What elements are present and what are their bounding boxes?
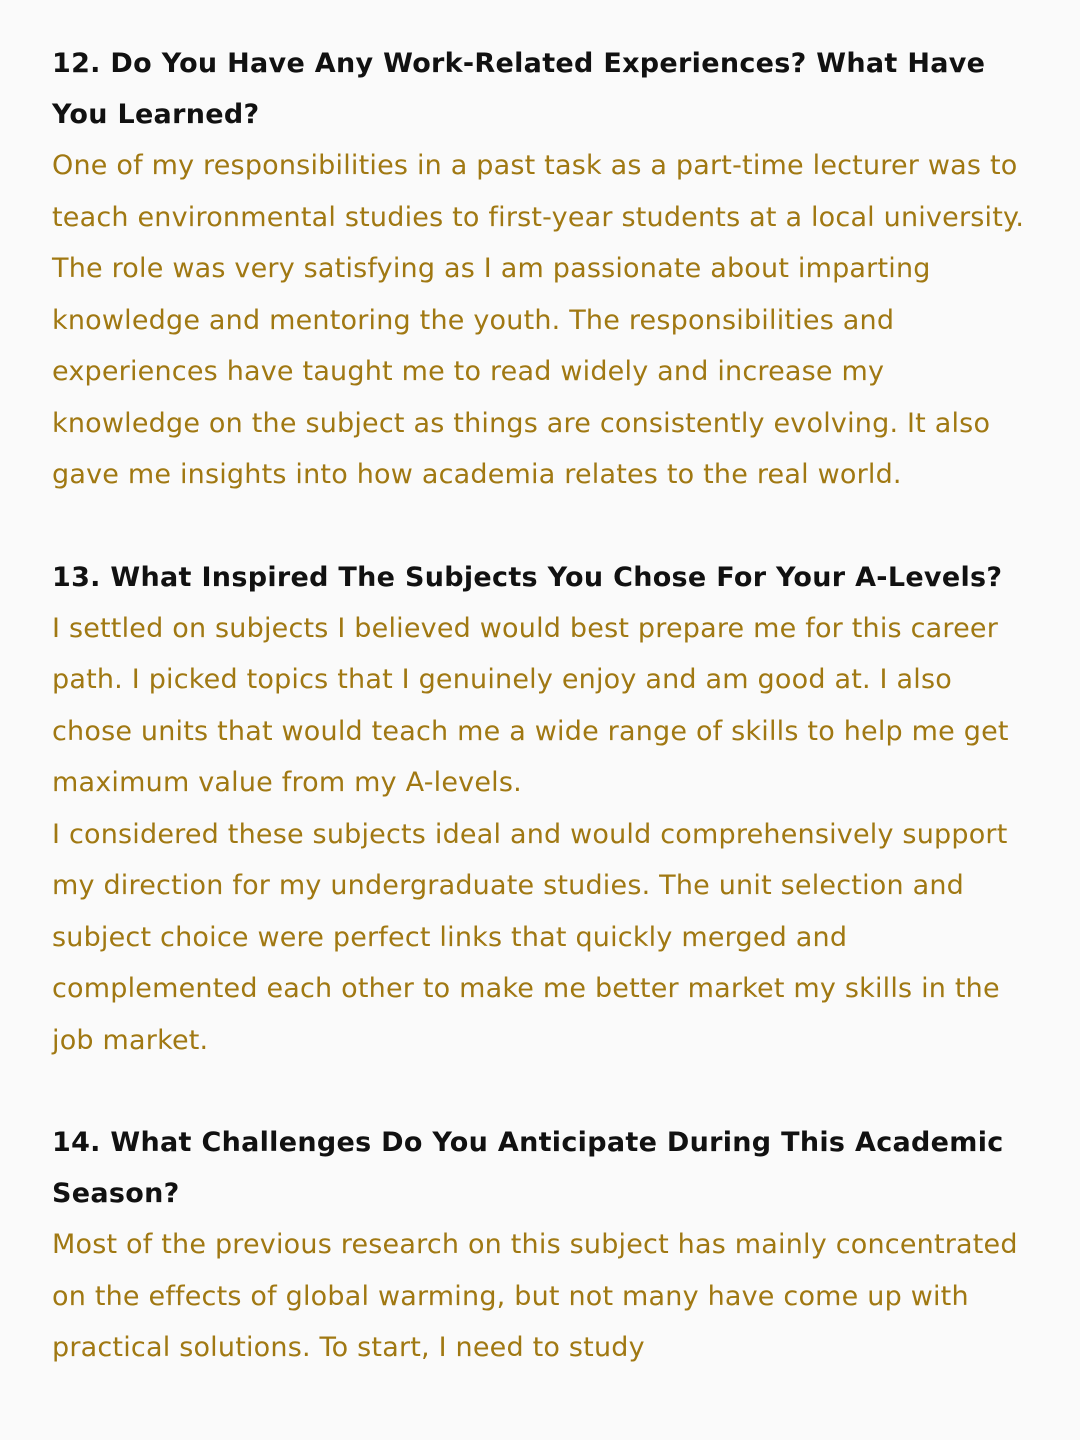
answer-paragraph: I considered these subjects ideal and would comprehensively support my direction for my undergraduate studies. The unit selection and subject choice were perfect links that quickly merged and complemented each other to make me better market my skills in the job market. [52, 818, 1008, 1056]
question-heading: 12. Do You Have Any Work-Related Experiences? What Have You Learned? [52, 48, 986, 130]
question-heading: 14. What Challenges Do You Anticipate During This Academic Season? [52, 1127, 1004, 1209]
answer-paragraph: One of my responsibilities in a past task as a part-time lecturer was to teach environmental studies to first-year students at a local university. The role was very satisfying as I am passionate about imparting knowledge and mentoring the youth. The responsibilities and experiences have taught me to read widely and increase my knowledge on the subject as things are consistently evolving. It also gave me insights into how academia relates to the real world. [52, 150, 1025, 490]
answer-paragraph: I settled on subjects I believed would best prepare me for this career path. I picked topics that I genuinely enjoy and am good at. I also chose units that would teach me a wide range of skills to help me get maximum value from my A-levels. [52, 612, 1009, 798]
faq-section-12 [52, 38, 1028, 501]
answer-paragraph: Most of the previous research on this subject has mainly concentrated on the effects of global warming, but not many have come up with practical solutions. To start, I need to study [52, 1229, 1018, 1363]
faq-section-13 [52, 552, 1028, 1067]
question-heading: 13. What Inspired The Subjects You Chose For Your A-Levels? [52, 561, 1003, 593]
faq-section-14 [52, 1117, 1028, 1374]
